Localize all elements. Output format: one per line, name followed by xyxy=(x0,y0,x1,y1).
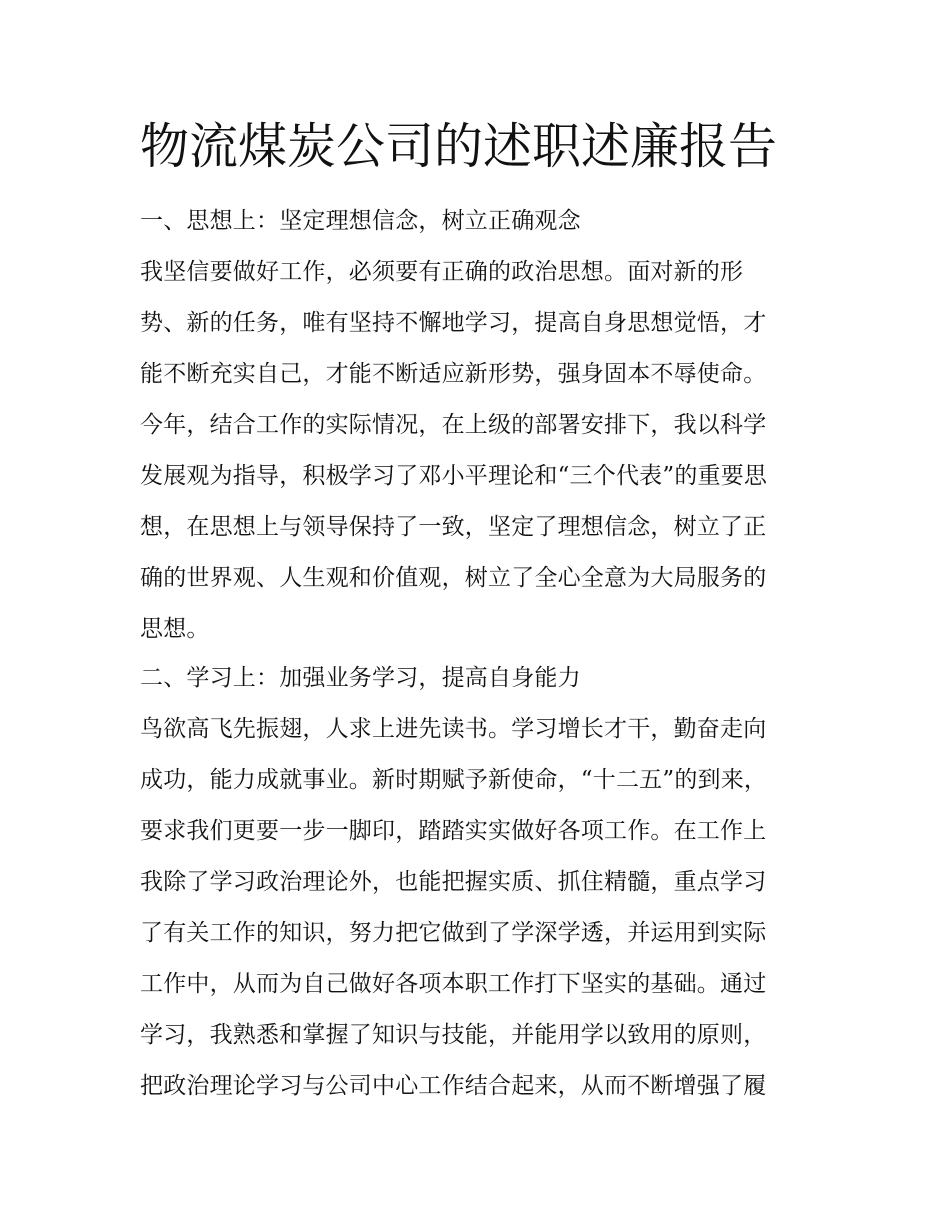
paragraph-line: 工作中，从而为自己做好各项本职工作打下坚实的基础。通过 xyxy=(140,971,767,997)
paragraph-line: 成功，能力成就事业。新时期赋予新使命，“十二五”的到来， xyxy=(140,767,768,793)
paragraph-line: 发展观为指导，积极学习了邓小平理论和“三个代表”的重要思 xyxy=(140,463,768,489)
document-title: 物流煤炭公司的述职述廉报告 xyxy=(140,118,778,175)
section-heading-2: 二、学习上：加强业务学习，提高自身能力 xyxy=(140,665,581,691)
paragraph-line: 我坚信要做好工作，必须要有正确的政治思想。面对新的形 xyxy=(140,259,744,285)
paragraph-line: 要求我们更要一步一脚印，踏踏实实做好各项工作。在工作上 xyxy=(140,818,767,844)
paragraph-line: 确的世界观、人生观和价值观，树立了全心全意为大局服务的 xyxy=(140,565,767,591)
paragraph-line: 学习，我熟悉和掌握了知识与技能，并能用学以致用的原则， xyxy=(140,1022,767,1048)
paragraph-line: 思想。 xyxy=(140,616,210,642)
paragraph-line: 想，在思想上与领导保持了一致，坚定了理想信念，树立了正 xyxy=(140,514,767,540)
paragraph-line: 把政治理论学习与公司中心工作结合起来，从而不断增强了履 xyxy=(140,1073,767,1099)
paragraph-line: 鸟欲高飞先振翅，人求上进先读书。学习增长才干，勤奋走向 xyxy=(140,716,767,742)
paragraph-line: 势、新的任务，唯有坚持不懈地学习，提高自身思想觉悟，才 xyxy=(140,310,767,336)
paragraph-line: 今年，结合工作的实际情况，在上级的部署安排下，我以科学 xyxy=(140,412,767,438)
section-heading-1: 一、思想上：坚定理想信念，树立正确观念 xyxy=(140,208,581,234)
paragraph-line: 了有关工作的知识，努力把它做到了学深学透，并运用到实际 xyxy=(140,920,767,946)
paragraph-line: 我除了学习政治理论外，也能把握实质、抓住精髓，重点学习 xyxy=(140,869,767,895)
paragraph-line: 能不断充实自己，才能不断适应新形势，强身固本不辱使命。 xyxy=(140,361,767,387)
